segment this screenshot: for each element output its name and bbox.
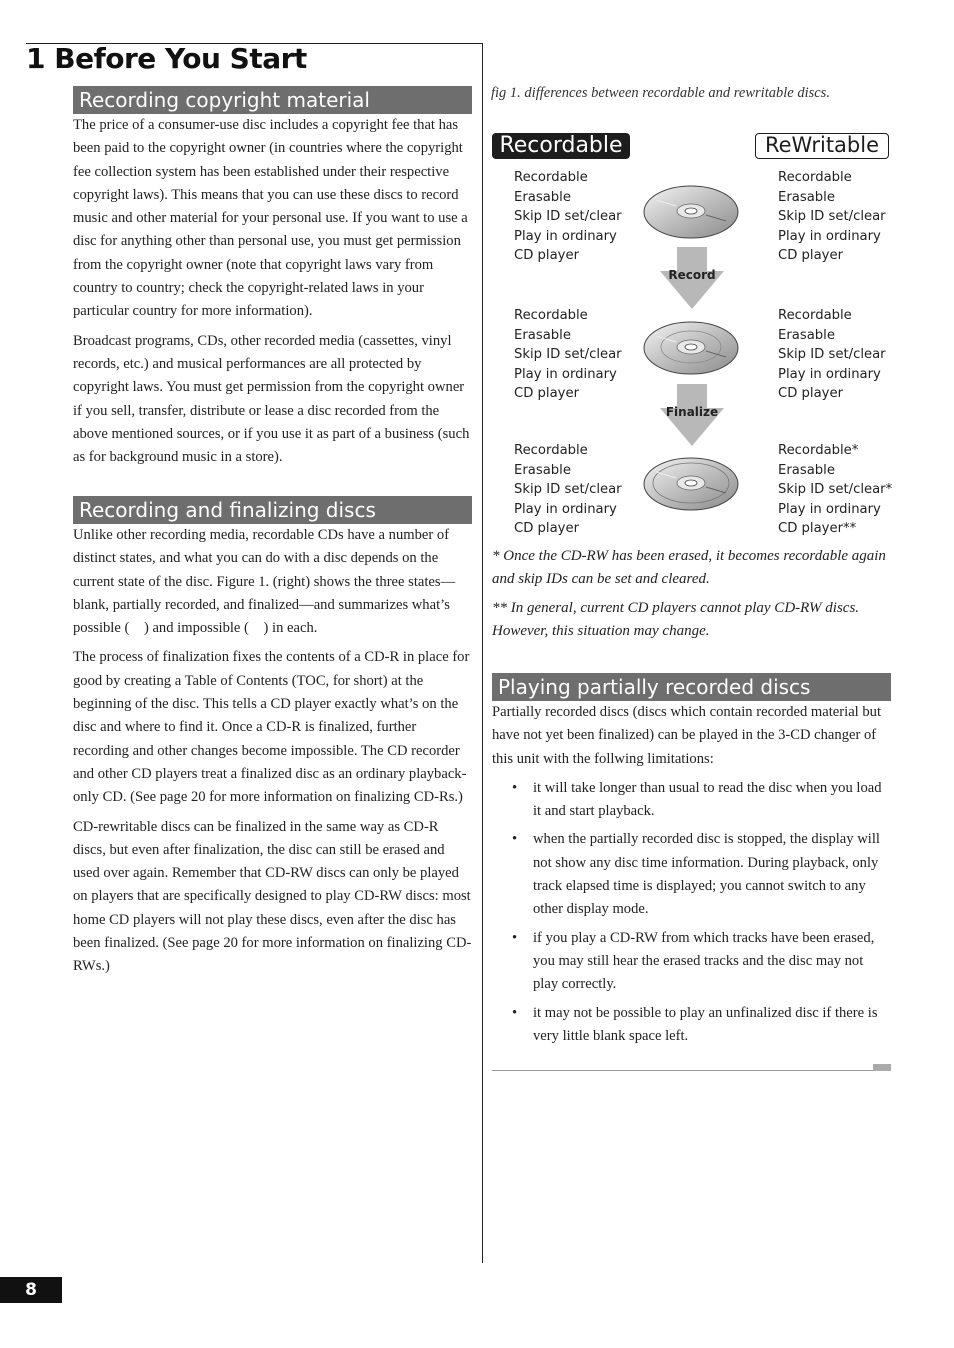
record-arrow-label: Record: [668, 268, 716, 282]
section-heading-copyright: Recording copyright material: [73, 86, 472, 114]
section-heading-finalizing: Recording and finalizing discs: [73, 496, 472, 524]
rewritable-badge: ReWritable: [755, 133, 889, 159]
finalize-arrow-label: Finalize: [665, 405, 719, 419]
footnote-erased: * Once the CD-RW has been erased, it becomes recordable again and skip IDs can be set and cleared.: [492, 548, 886, 587]
paragraph: Unlike other recording media, recordable CDs have a number of distinct states, and what you can do with a disc depends on the current state of the disc. Figure 1. (right) shows the three states—blank, partially recorded, and finalized—and summarizes what’s possible ( ) and impossible ( ) in each.: [73, 527, 456, 637]
section-end-rule: [492, 1070, 873, 1071]
paragraph: CD-rewritable discs can be finalized in the same way as CD-R discs, but even after finalization, the disc can still be erased and used over again. Remember that CD-RW discs can only be played on players that are specifically designed to play CD-RW discs: most home CD players will not play these discs, even after the disc has been finalized. (See page 20 for more information on finalizing CD-RWs.): [73, 818, 472, 975]
figure-caption: fig 1. differences between recordable and rewritable discs.: [491, 85, 830, 101]
state3-recordable-list: Recordable Erasable Skip ID set/clear Play in ordinary CD player: [514, 443, 622, 536]
chapter-title: 1 Before You Start: [26, 42, 307, 75]
list-item: • it will take longer than usual to read the disc when you load it and start playback.: [492, 777, 892, 824]
paragraph: Partially recorded discs (discs which contain recorded material but have not yet been finalized) can be played in the 3-CD changer of this unit with the follwing limitations:: [492, 704, 882, 767]
list-item: • if you play a CD-RW from which tracks have been erased, you may still hear the erased tracks and the disc may not play correctly.: [492, 927, 892, 997]
blank-disc-icon: [642, 184, 740, 240]
column-divider: [482, 43, 483, 1263]
state1-recordable-list: Recordable Erasable Skip ID set/clear Play in ordinary CD player: [514, 170, 622, 263]
paragraph: Broadcast programs, CDs, other recorded media (cassettes, vinyl records, etc.) and musical performances are all protected by copyright laws. You must get permission from the copyright owner if you sell, transfer, distribute or lease a disc recorded from the above mentioned sources, or if you use it as part of a business (such as for background music in a store).: [73, 332, 470, 466]
finalized-disc-icon: [642, 456, 740, 512]
page-number: 8: [0, 1277, 62, 1303]
paragraph: The price of a consumer-use disc includes a copyright fee that has been paid to the copyright owner (in countries where the copyright fee collection system has been established under their respective copyright laws). This means that you can use these discs to record music and other material for your personal use. If you want to use a disc for anything other than personal use, you must get permission from the copyright owner (note that copyright laws vary from country to country; check the copyright-related laws in your particular country for more information).: [73, 117, 468, 320]
section-body-finalizing: [73, 524, 473, 985]
section-body-partial: [492, 701, 892, 1053]
state1-rewritable-list: Recordable Erasable Skip ID set/clear Play in ordinary CD player: [778, 170, 886, 263]
figure-notes: [492, 545, 892, 649]
list-item: • when the partially recorded disc is stopped, the display will not show any disc time information. During playback, only track elapsed time is displayed; you cannot switch to any other display mode.: [492, 828, 892, 921]
section-end-mark: [873, 1064, 891, 1071]
paragraph: The process of finalization fixes the contents of a CD-R in place for good by creating a Table of Contents (TOC, for short) at the beginning of the disc. This tells a CD player exactly what’s on the disc and where to find it. Once a CD-R is finalized, further recording and other changes become impossible. The CD recorder and other CD players treat a finalized disc as an ordinary playback-only CD. (See page 20 for more information on finalizing CD-Rs.): [73, 649, 470, 806]
state2-recordable-list: Recordable Erasable Skip ID set/clear Play in ordinary CD player: [514, 308, 622, 401]
recordable-badge: Recordable: [492, 133, 630, 159]
partial-disc-icon: [642, 320, 740, 376]
section-body-copyright: [73, 114, 473, 475]
state3-rewritable-list: Recordable* Erasable Skip ID set/clear* Play in ordinary CD player**: [778, 443, 893, 536]
list-item: • it may not be possible to play an unfinalized disc if there is very little blank space left.: [492, 1002, 892, 1049]
section-heading-partial: Playing partially recorded discs: [492, 673, 891, 701]
limitations-list: [492, 777, 892, 1048]
state2-rewritable-list: Recordable Erasable Skip ID set/clear Play in ordinary CD player: [778, 308, 886, 401]
footnote-players: ** In general, current CD players cannot play CD-RW discs. However, this situation may change.: [492, 600, 860, 639]
